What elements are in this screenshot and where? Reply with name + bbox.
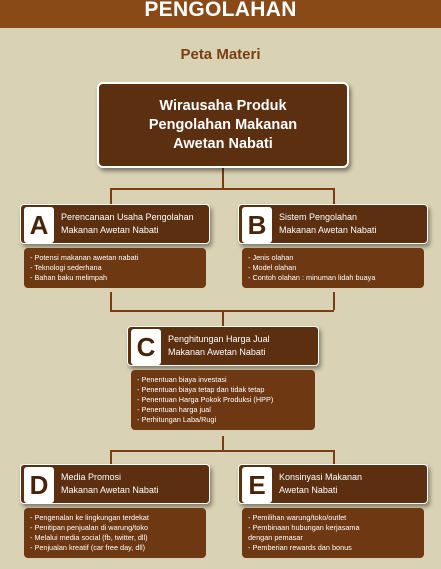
card-c-title-line: Makanan Awetan Nabati (168, 347, 266, 357)
card-b-title-line: Makanan Awetan Nabati (279, 225, 377, 235)
card-e-header (238, 464, 428, 504)
card-c-title (168, 333, 312, 359)
connector-d-down (110, 450, 112, 464)
root-line: Awetan Nabati (173, 135, 273, 152)
list-item: - Penentuan harga jual (137, 405, 211, 414)
card-e (238, 464, 428, 564)
card-c-list (131, 370, 315, 430)
connector-c-down (222, 310, 224, 326)
list-item: - Penentuan biaya investasi (137, 375, 227, 384)
card-d (20, 464, 210, 564)
card-e-list (242, 508, 424, 558)
list-item: - Penjualan kreatif (car free day, dll) (30, 543, 146, 552)
connector-low-horizontal (110, 450, 334, 452)
list-item: - Potensi makanan awetan nabati (30, 253, 139, 262)
connector-root-down (222, 168, 224, 188)
card-a-letter: A (24, 207, 54, 243)
root-topic-box (97, 82, 349, 168)
card-b-list (242, 248, 424, 288)
root-line: Pengolahan Makanan (148, 116, 298, 133)
card-a-title-line: Perencanaan Usaha Pengolahan (61, 212, 194, 222)
list-item: - Pembinaan hubungan kerjasama (248, 523, 360, 532)
list-item: - Pemberian rewards dan bonus (248, 543, 352, 552)
root-line: Wirausaha Produk (159, 97, 287, 114)
connector-c-bottom (222, 436, 224, 450)
list-item: - Penentuan biaya tetap dan tidak tetap (137, 385, 265, 394)
card-b-title (279, 211, 421, 237)
list-item: - Melalui media social (fb, twitter, dll) (30, 533, 148, 542)
list-item: - Teknologi sederhana (30, 263, 102, 272)
header-title: PENGOLAHAN (144, 0, 297, 21)
list-item: dengan pemasar (248, 533, 303, 542)
card-d-title (61, 471, 203, 497)
card-a-header (20, 204, 210, 244)
connector-a-down (110, 188, 112, 204)
card-b-header (238, 204, 428, 244)
card-a-list (24, 248, 206, 288)
card-b-title-line: Sistem Pengolahan (279, 212, 358, 222)
list-item: - Pemilihan warung/toko/outlet (248, 513, 347, 522)
list-item: - Bahan baku melimpah (30, 273, 108, 282)
card-b-letter: B (242, 207, 272, 243)
connector-ab-left-down (110, 292, 112, 310)
card-d-letter: D (24, 467, 54, 503)
list-item: - Penentuan Harga Pokok Produksi (HPP) (137, 395, 274, 404)
card-c-header (127, 326, 319, 366)
card-d-title-line: Media Promosi (61, 472, 122, 482)
card-a-title (61, 211, 203, 237)
card-e-letter: E (242, 467, 272, 503)
connector-b-down (333, 188, 335, 204)
card-b (238, 204, 428, 294)
card-c (127, 326, 319, 436)
list-item: - Penitipan penjualan di warung/toko (30, 523, 149, 532)
card-a (20, 204, 210, 294)
list-item: - Jenis olahan (248, 253, 294, 262)
card-d-header (20, 464, 210, 504)
card-e-title-line: Awetan Nabati (279, 485, 338, 495)
card-e-title-line: Konsinyasi Makanan (279, 472, 363, 482)
card-e-title (279, 471, 421, 497)
list-item: - Perhitungan Laba/Rugi (137, 415, 217, 424)
connector-top-horizontal (110, 188, 334, 190)
card-a-title-line: Makanan Awetan Nabati (61, 225, 159, 235)
card-c-letter: C (131, 329, 161, 365)
page-header (0, 0, 441, 28)
list-item: - Pengenalan ke lingkungan terdekat (30, 513, 149, 522)
connector-ab-right-down (333, 292, 335, 310)
card-d-title-line: Makanan Awetan Nabati (61, 485, 159, 495)
list-item: - Model olahan (248, 263, 297, 272)
connector-e-down (333, 450, 335, 464)
card-c-title-line: Penghitungan Harga Jual (168, 334, 270, 344)
list-item: - Contoh olahan : minuman lidah buaya (248, 273, 376, 282)
map-subtitle: Peta Materi (180, 46, 261, 63)
card-d-list (24, 508, 206, 558)
